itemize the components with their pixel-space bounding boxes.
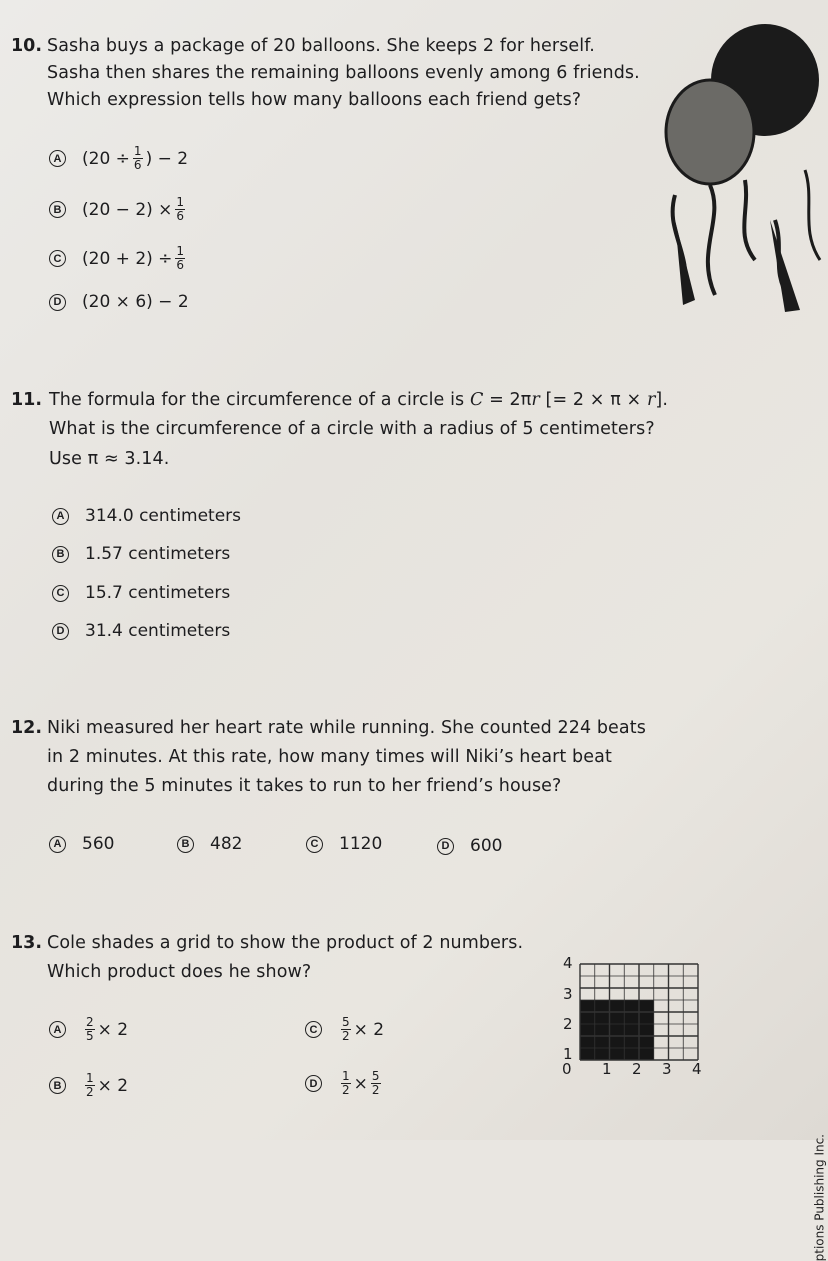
option-bubble[interactable]: C (305, 1021, 322, 1038)
fraction: $\frac{1}{2}$ (342, 1069, 350, 1097)
question-text: Use π ≈ 3.14. (49, 449, 170, 469)
answer-option-a[interactable]: A $\frac{2}{5}$ × 2 (49, 1016, 128, 1043)
answer-option-b[interactable]: B 1.57 centimeters (52, 544, 230, 564)
grid-y-label: 4 (563, 954, 573, 972)
question-text: Sasha then shares the remaining balloons evenly among 6 friends. (47, 63, 640, 83)
answer-option-c[interactable]: C 1120 (306, 834, 382, 854)
question-number: 13. (11, 933, 43, 953)
shaded-grid (579, 963, 701, 1061)
option-bubble[interactable]: A (52, 508, 69, 525)
answer-option-a[interactable]: A 314.0 centimeters (52, 506, 241, 526)
grid-x-label: 3 (662, 1060, 672, 1078)
answer-option-b[interactable]: B 482 (177, 834, 242, 854)
answer-option-c[interactable]: C (20 + 2) ÷ $\frac{1}{6}$ (49, 245, 188, 272)
answer-option-b[interactable]: B $\frac{1}{2}$ × 2 (49, 1072, 128, 1099)
option-bubble[interactable]: D (437, 838, 454, 855)
publisher-credit: ptions Publishing Inc. (812, 1134, 826, 1261)
answer-option-b[interactable]: B (20 − 2) × $\frac{1}{6}$ (49, 196, 188, 223)
question-text: Cole shades a grid to show the product of 2 numbers. (47, 933, 524, 953)
option-bubble[interactable]: C (306, 836, 323, 853)
fraction: $\frac{1}{6}$ (133, 144, 142, 172)
answer-option-d[interactable]: D 31.4 centimeters (52, 621, 230, 641)
shaded-region (580, 1000, 654, 1060)
grid-x-label: 4 (692, 1060, 702, 1078)
question-text: Which expression tells how many balloons each friend gets? (47, 90, 582, 110)
option-bubble[interactable]: B (52, 546, 69, 563)
question-text: in 2 minutes. At this rate, how many times will Niki’s heart beat (47, 747, 612, 767)
question-number: 12. (11, 718, 43, 738)
question-text: during the 5 minutes it takes to run to her friend’s house? (47, 776, 562, 796)
balloons-illustration (655, 20, 828, 320)
option-bubble[interactable]: C (52, 585, 69, 602)
answer-option-d[interactable]: D 600 (437, 836, 502, 856)
fraction: $\frac{2}{5}$ (86, 1015, 94, 1043)
fraction: $\frac{1}{6}$ (176, 195, 185, 223)
option-bubble[interactable]: B (49, 201, 66, 218)
option-bubble[interactable]: B (177, 836, 194, 853)
option-bubble[interactable]: A (49, 836, 66, 853)
option-bubble[interactable]: A (49, 1021, 66, 1038)
question-number: 11. (11, 390, 43, 410)
grid-x-label: 1 (602, 1060, 612, 1078)
answer-option-a[interactable]: A (20 ÷ $\frac{1}{6}$ ) − 2 (49, 145, 188, 172)
fraction: $\frac{5}{2}$ (342, 1015, 350, 1043)
grid-origin-label: 0 (562, 1060, 572, 1078)
option-bubble[interactable]: A (49, 150, 66, 167)
option-bubble[interactable]: D (49, 294, 66, 311)
question-text: What is the circumference of a circle with a radius of 5 centimeters? (49, 419, 655, 439)
option-bubble[interactable]: D (52, 623, 69, 640)
fraction: $\frac{1}{6}$ (176, 244, 185, 272)
grid-x-label: 2 (632, 1060, 642, 1078)
option-bubble[interactable]: C (49, 250, 66, 267)
grid-y-label: 1 (563, 1045, 573, 1063)
question-text: Which product does he show? (47, 962, 312, 982)
fraction: $\frac{1}{2}$ (86, 1071, 94, 1099)
answer-option-d[interactable]: D $\frac{1}{2}$ × $\frac{5}{2}$ (305, 1070, 384, 1097)
answer-option-a[interactable]: A 560 (49, 834, 114, 854)
question-number: 10. (11, 36, 43, 56)
question-text: Sasha buys a package of 20 balloons. She keeps 2 for herself. (47, 36, 595, 56)
option-bubble[interactable]: D (305, 1075, 322, 1092)
answer-option-c[interactable]: C 15.7 centimeters (52, 583, 230, 603)
option-bubble[interactable]: B (49, 1077, 66, 1094)
grid-y-label: 2 (563, 1015, 573, 1033)
answer-option-c[interactable]: C $\frac{5}{2}$ × 2 (305, 1016, 384, 1043)
grid-y-label: 3 (563, 985, 573, 1003)
answer-option-d[interactable]: D (20 × 6) − 2 (49, 292, 189, 312)
fraction: $\frac{5}{2}$ (371, 1069, 380, 1097)
question-text: Niki measured her heart rate while running. She counted 224 beats (47, 718, 646, 738)
balloon-front (666, 80, 754, 184)
question-text: The formula for the circumference of a circle is C = 2πr [= 2 × π × r]. (49, 390, 669, 410)
